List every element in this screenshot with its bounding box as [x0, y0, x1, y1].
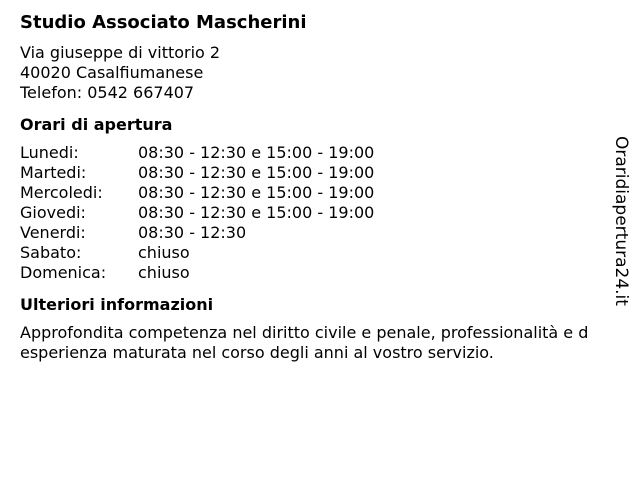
time-value: chiuso [138, 243, 190, 262]
hours-row-monday [20, 143, 600, 163]
day-label: Venerdi: [20, 223, 86, 242]
time-value: 08:30 - 12:30 e 15:00 - 19:00 [138, 183, 375, 202]
time-value: chiuso [138, 263, 190, 282]
opening-hours-heading: Orari di apertura [20, 115, 173, 134]
day-label: Domenica: [20, 263, 107, 282]
time-value: 08:30 - 12:30 e 15:00 - 19:00 [138, 203, 375, 222]
business-card [20, 12, 600, 363]
additional-info-text: Approfondita competenza nel diritto civile e penale, professionalità e d esperienza maturata nel corso degli anni al vostro servizio. [20, 323, 589, 362]
time-value: 08:30 - 12:30 [138, 223, 247, 242]
business-name: Studio Associato Mascherini [20, 12, 307, 33]
opening-hours-table [20, 143, 600, 283]
time-value: 08:30 - 12:30 e 15:00 - 19:00 [138, 143, 375, 162]
hours-row-thursday [20, 203, 600, 223]
day-label: Martedi: [20, 163, 87, 182]
day-label: Sabato: [20, 243, 82, 262]
hours-row-tuesday [20, 163, 600, 183]
hours-row-wednesday [20, 183, 600, 203]
day-label: Giovedi: [20, 203, 86, 222]
additional-info-heading: Ulteriori informazioni [20, 295, 214, 314]
phone-number: Telefon: 0542 667407 [20, 83, 195, 102]
hours-row-saturday [20, 243, 600, 263]
hours-row-sunday [20, 263, 600, 283]
address-city: 40020 Casalfiumanese [20, 63, 204, 82]
day-label: Mercoledi: [20, 183, 103, 202]
site-watermark: Oraridiapertura24.it [611, 136, 631, 306]
time-value: 08:30 - 12:30 e 15:00 - 19:00 [138, 163, 375, 182]
day-label: Lunedi: [20, 143, 79, 162]
hours-row-friday [20, 223, 600, 243]
address-street: Via giuseppe di vittorio 2 [20, 43, 221, 62]
